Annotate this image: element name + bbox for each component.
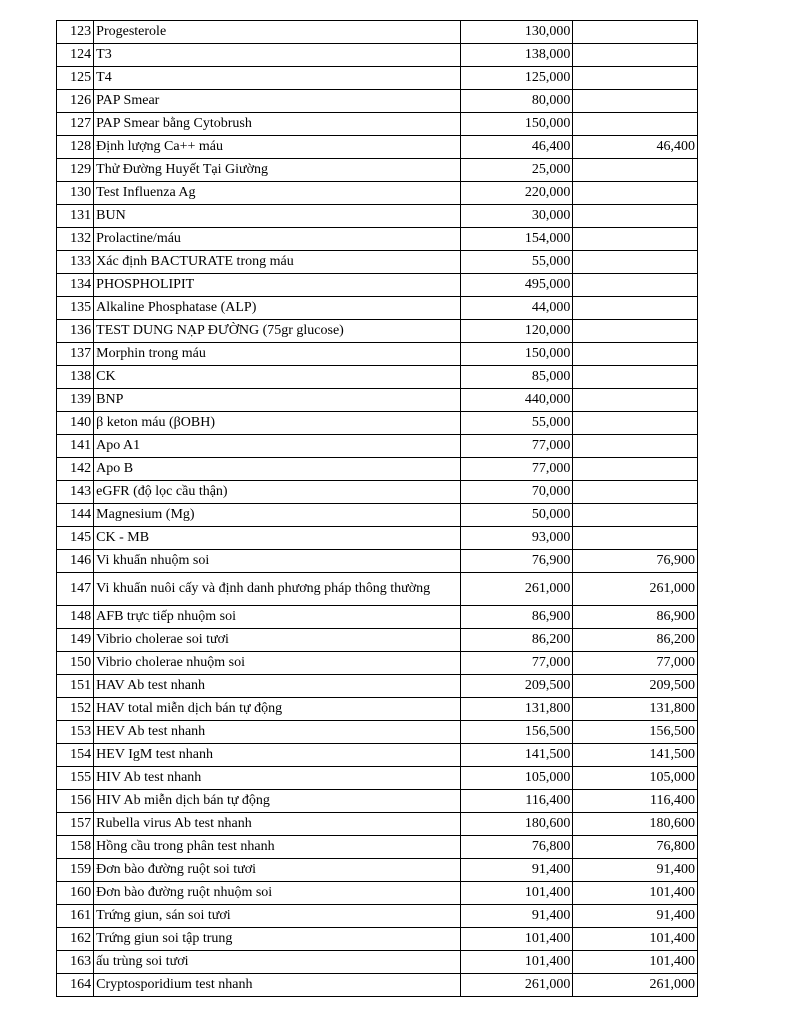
test-name: Đơn bào đường ruột nhuộm soi: [94, 882, 461, 905]
row-number: 128: [57, 136, 94, 159]
row-number: 155: [57, 767, 94, 790]
table-row: [57, 813, 698, 836]
table-row: [57, 629, 698, 652]
row-number: 158: [57, 836, 94, 859]
table-row: [57, 435, 698, 458]
row-number: 146: [57, 550, 94, 573]
table-row: [57, 698, 698, 721]
table-row: [57, 859, 698, 882]
insurance-price-cell: 77,000: [573, 652, 698, 675]
insurance-price-cell: 261,000: [573, 573, 698, 606]
table-row: [57, 767, 698, 790]
price-cell: 125,000: [460, 67, 573, 90]
insurance-price-cell: [573, 182, 698, 205]
row-number: 154: [57, 744, 94, 767]
price-cell: 150,000: [460, 343, 573, 366]
test-name: BNP: [94, 389, 461, 412]
price-cell: 261,000: [460, 974, 573, 997]
test-name: T3: [94, 44, 461, 67]
table-row: [57, 90, 698, 113]
row-number: 127: [57, 113, 94, 136]
insurance-price-cell: 105,000: [573, 767, 698, 790]
test-name: Apo A1: [94, 435, 461, 458]
price-cell: 77,000: [460, 652, 573, 675]
insurance-price-cell: 141,500: [573, 744, 698, 767]
insurance-price-cell: [573, 412, 698, 435]
table-row: [57, 652, 698, 675]
test-name: PHOSPHOLIPIT: [94, 274, 461, 297]
row-number: 138: [57, 366, 94, 389]
insurance-price-cell: [573, 274, 698, 297]
test-name: ấu trùng soi tươi: [94, 951, 461, 974]
test-name: HIV Ab test nhanh: [94, 767, 461, 790]
price-cell: 220,000: [460, 182, 573, 205]
price-cell: 77,000: [460, 458, 573, 481]
insurance-price-cell: 156,500: [573, 721, 698, 744]
row-number: 141: [57, 435, 94, 458]
insurance-price-cell: 116,400: [573, 790, 698, 813]
price-cell: 70,000: [460, 481, 573, 504]
test-name: β keton máu (βOBH): [94, 412, 461, 435]
price-cell: 156,500: [460, 721, 573, 744]
price-cell: 93,000: [460, 527, 573, 550]
test-name: HEV Ab test nhanh: [94, 721, 461, 744]
price-cell: 46,400: [460, 136, 573, 159]
table-row: [57, 606, 698, 629]
table-row: [57, 320, 698, 343]
table-row: [57, 389, 698, 412]
test-name: Định lượng Ca++ máu: [94, 136, 461, 159]
insurance-price-cell: [573, 504, 698, 527]
table-row: [57, 504, 698, 527]
row-number: 159: [57, 859, 94, 882]
price-cell: 55,000: [460, 251, 573, 274]
test-name: Prolactine/máu: [94, 228, 461, 251]
price-cell: 77,000: [460, 435, 573, 458]
row-number: 151: [57, 675, 94, 698]
insurance-price-cell: 101,400: [573, 951, 698, 974]
insurance-price-cell: 76,800: [573, 836, 698, 859]
insurance-price-cell: 91,400: [573, 859, 698, 882]
row-number: 162: [57, 928, 94, 951]
insurance-price-cell: [573, 159, 698, 182]
row-number: 145: [57, 527, 94, 550]
table-row: [57, 228, 698, 251]
table-row: [57, 159, 698, 182]
row-number: 130: [57, 182, 94, 205]
price-cell: 150,000: [460, 113, 573, 136]
insurance-price-cell: 101,400: [573, 882, 698, 905]
price-cell: 101,400: [460, 951, 573, 974]
table-row: [57, 343, 698, 366]
row-number: 150: [57, 652, 94, 675]
test-name: Magnesium (Mg): [94, 504, 461, 527]
table-row: [57, 573, 698, 606]
row-number: 161: [57, 905, 94, 928]
table-row: [57, 21, 698, 44]
table-row: [57, 974, 698, 997]
test-name: HAV Ab test nhanh: [94, 675, 461, 698]
price-cell: 138,000: [460, 44, 573, 67]
table-row: [57, 136, 698, 159]
table-row: [57, 951, 698, 974]
insurance-price-cell: [573, 527, 698, 550]
row-number: 157: [57, 813, 94, 836]
test-name: HEV IgM test nhanh: [94, 744, 461, 767]
test-name: Vibrio cholerae soi tươi: [94, 629, 461, 652]
table-row: [57, 527, 698, 550]
insurance-price-cell: 180,600: [573, 813, 698, 836]
insurance-price-cell: 91,400: [573, 905, 698, 928]
table-row: [57, 928, 698, 951]
price-cell: 30,000: [460, 205, 573, 228]
table-row: [57, 550, 698, 573]
price-cell: 141,500: [460, 744, 573, 767]
price-cell: 130,000: [460, 21, 573, 44]
price-cell: 105,000: [460, 767, 573, 790]
table-row: [57, 366, 698, 389]
insurance-price-cell: 261,000: [573, 974, 698, 997]
row-number: 131: [57, 205, 94, 228]
test-name: Trứng giun soi tập trung: [94, 928, 461, 951]
insurance-price-cell: 46,400: [573, 136, 698, 159]
price-cell: 50,000: [460, 504, 573, 527]
table-row: [57, 67, 698, 90]
table-row: [57, 836, 698, 859]
insurance-price-cell: [573, 343, 698, 366]
test-name: Apo B: [94, 458, 461, 481]
price-cell: 154,000: [460, 228, 573, 251]
row-number: 156: [57, 790, 94, 813]
table-row: [57, 205, 698, 228]
table-row: [57, 905, 698, 928]
price-cell: 131,800: [460, 698, 573, 721]
test-name: Alkaline Phosphatase (ALP): [94, 297, 461, 320]
table-row: [57, 721, 698, 744]
row-number: 139: [57, 389, 94, 412]
price-cell: 86,200: [460, 629, 573, 652]
insurance-price-cell: 101,400: [573, 928, 698, 951]
row-number: 132: [57, 228, 94, 251]
insurance-price-cell: [573, 67, 698, 90]
table-row: [57, 182, 698, 205]
row-number: 134: [57, 274, 94, 297]
price-cell: 55,000: [460, 412, 573, 435]
row-number: 148: [57, 606, 94, 629]
insurance-price-cell: [573, 435, 698, 458]
row-number: 160: [57, 882, 94, 905]
test-name: eGFR (độ lọc cầu thận): [94, 481, 461, 504]
price-cell: 116,400: [460, 790, 573, 813]
price-cell: 209,500: [460, 675, 573, 698]
test-name: Đơn bào đường ruột soi tươi: [94, 859, 461, 882]
insurance-price-cell: [573, 21, 698, 44]
price-cell: 80,000: [460, 90, 573, 113]
insurance-price-cell: [573, 44, 698, 67]
row-number: 147: [57, 573, 94, 606]
row-number: 136: [57, 320, 94, 343]
insurance-price-cell: [573, 297, 698, 320]
test-name: Xác định BACTURATE trong máu: [94, 251, 461, 274]
insurance-price-cell: [573, 481, 698, 504]
price-cell: 85,000: [460, 366, 573, 389]
price-table: [56, 20, 698, 997]
row-number: 123: [57, 21, 94, 44]
row-number: 129: [57, 159, 94, 182]
row-number: 125: [57, 67, 94, 90]
row-number: 152: [57, 698, 94, 721]
test-name: Cryptosporidium test nhanh: [94, 974, 461, 997]
row-number: 126: [57, 90, 94, 113]
insurance-price-cell: 86,900: [573, 606, 698, 629]
insurance-price-cell: [573, 113, 698, 136]
test-name: Vi khuẩn nuôi cấy và định danh phương pháp thông thường: [94, 573, 461, 606]
price-cell: 86,900: [460, 606, 573, 629]
test-name: Progesterole: [94, 21, 461, 44]
insurance-price-cell: [573, 251, 698, 274]
price-cell: 44,000: [460, 297, 573, 320]
price-cell: 25,000: [460, 159, 573, 182]
table-row: [57, 882, 698, 905]
test-name: PAP Smear: [94, 90, 461, 113]
table-row: [57, 458, 698, 481]
price-table-body: [57, 21, 698, 997]
row-number: 153: [57, 721, 94, 744]
row-number: 164: [57, 974, 94, 997]
row-number: 133: [57, 251, 94, 274]
test-name: TEST DUNG NẠP ĐƯỜNG (75gr glucose): [94, 320, 461, 343]
price-cell: 180,600: [460, 813, 573, 836]
table-row: [57, 113, 698, 136]
test-name: HIV Ab miễn dịch bán tự động: [94, 790, 461, 813]
test-name: BUN: [94, 205, 461, 228]
test-name: AFB trực tiếp nhuộm soi: [94, 606, 461, 629]
row-number: 163: [57, 951, 94, 974]
row-number: 140: [57, 412, 94, 435]
row-number: 137: [57, 343, 94, 366]
price-cell: 91,400: [460, 859, 573, 882]
table-row: [57, 251, 698, 274]
test-name: Morphin trong máu: [94, 343, 461, 366]
row-number: 149: [57, 629, 94, 652]
row-number: 135: [57, 297, 94, 320]
insurance-price-cell: [573, 228, 698, 251]
test-name: CK - MB: [94, 527, 461, 550]
price-cell: 495,000: [460, 274, 573, 297]
table-row: [57, 297, 698, 320]
insurance-price-cell: [573, 205, 698, 228]
test-name: Test Influenza Ag: [94, 182, 461, 205]
test-name: Hồng cầu trong phân test nhanh: [94, 836, 461, 859]
price-cell: 76,800: [460, 836, 573, 859]
test-name: Rubella virus Ab test nhanh: [94, 813, 461, 836]
test-name: Thử Đường Huyết Tại Giường: [94, 159, 461, 182]
price-cell: 101,400: [460, 882, 573, 905]
row-number: 144: [57, 504, 94, 527]
test-name: Vi khuẩn nhuộm soi: [94, 550, 461, 573]
table-row: [57, 481, 698, 504]
table-row: [57, 790, 698, 813]
insurance-price-cell: 76,900: [573, 550, 698, 573]
price-cell: 120,000: [460, 320, 573, 343]
test-name: Vibrio cholerae nhuộm soi: [94, 652, 461, 675]
insurance-price-cell: [573, 389, 698, 412]
insurance-price-cell: [573, 90, 698, 113]
row-number: 142: [57, 458, 94, 481]
insurance-price-cell: [573, 458, 698, 481]
insurance-price-cell: 131,800: [573, 698, 698, 721]
table-row: [57, 412, 698, 435]
test-name: Trứng giun, sán soi tươi: [94, 905, 461, 928]
insurance-price-cell: 86,200: [573, 629, 698, 652]
row-number: 143: [57, 481, 94, 504]
price-cell: 440,000: [460, 389, 573, 412]
insurance-price-cell: [573, 366, 698, 389]
test-name: HAV total miễn dịch bán tự động: [94, 698, 461, 721]
test-name: PAP Smear bằng Cytobrush: [94, 113, 461, 136]
table-row: [57, 744, 698, 767]
table-row: [57, 44, 698, 67]
row-number: 124: [57, 44, 94, 67]
price-cell: 261,000: [460, 573, 573, 606]
test-name: CK: [94, 366, 461, 389]
insurance-price-cell: 209,500: [573, 675, 698, 698]
insurance-price-cell: [573, 320, 698, 343]
table-row: [57, 274, 698, 297]
price-cell: 91,400: [460, 905, 573, 928]
table-row: [57, 675, 698, 698]
price-cell: 101,400: [460, 928, 573, 951]
test-name: T4: [94, 67, 461, 90]
price-cell: 76,900: [460, 550, 573, 573]
